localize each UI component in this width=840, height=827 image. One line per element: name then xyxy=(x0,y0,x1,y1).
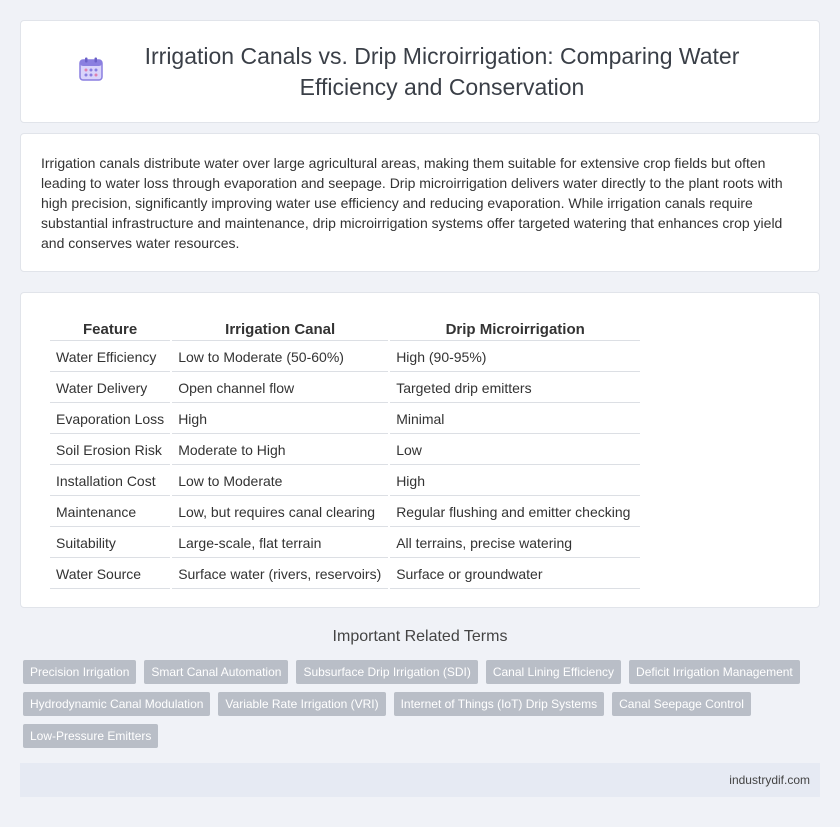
table-row xyxy=(50,560,640,589)
table-cell: Water Efficiency xyxy=(50,343,170,372)
table-row xyxy=(50,343,640,372)
table-cell: High (90-95%) xyxy=(390,343,640,372)
footer xyxy=(20,763,820,797)
comparison-card xyxy=(20,292,820,608)
table-cell: Suitability xyxy=(50,529,170,558)
table-cell: Low xyxy=(390,436,640,465)
table-cell: Evaporation Loss xyxy=(50,405,170,434)
term-tag[interactable]: Deficit Irrigation Management xyxy=(629,660,800,684)
table-cell: High xyxy=(172,405,388,434)
title-card xyxy=(20,20,820,123)
table-row xyxy=(50,529,640,558)
term-tag[interactable]: Variable Rate Irrigation (VRI) xyxy=(218,692,385,716)
table-cell: Low to Moderate (50-60%) xyxy=(172,343,388,372)
table-cell: High xyxy=(390,467,640,496)
term-tag[interactable]: Smart Canal Automation xyxy=(144,660,288,684)
term-tag[interactable]: Low-Pressure Emitters xyxy=(23,724,158,748)
table-cell: Maintenance xyxy=(50,498,170,527)
table-cell: Low to Moderate xyxy=(172,467,388,496)
intro-card xyxy=(20,133,820,272)
table-cell: Moderate to High xyxy=(172,436,388,465)
table-cell: Surface or groundwater xyxy=(390,560,640,589)
column-header-feature: Feature xyxy=(50,313,170,341)
table-cell: Low, but requires canal clearing xyxy=(172,498,388,527)
table-row xyxy=(50,436,640,465)
table-cell: Regular flushing and emitter checking xyxy=(390,498,640,527)
table-cell: Targeted drip emitters xyxy=(390,374,640,403)
related-terms-list xyxy=(23,660,823,748)
table-cell: Water Source xyxy=(50,560,170,589)
table-row xyxy=(50,374,640,403)
column-header-drip-microirrigation: Drip Microirrigation xyxy=(390,313,640,341)
term-tag[interactable]: Subsurface Drip Irrigation (SDI) xyxy=(296,660,477,684)
footer-site-link[interactable]: industrydif.com xyxy=(729,773,810,787)
calendar-icon xyxy=(78,56,104,87)
table-row xyxy=(50,405,640,434)
comparison-table xyxy=(48,311,642,591)
term-tag[interactable]: Internet of Things (IoT) Drip Systems xyxy=(394,692,605,716)
term-tag[interactable]: Hydrodynamic Canal Modulation xyxy=(23,692,210,716)
page-title: Irrigation Canals vs. Drip Microirrigation: Comparing Water Efficiency and Conservation xyxy=(144,42,740,100)
related-terms-heading: Important Related Terms xyxy=(332,628,508,645)
table-cell: All terrains, precise watering xyxy=(390,529,640,558)
table-cell: Open channel flow xyxy=(172,374,388,403)
column-header-irrigation-canal: Irrigation Canal xyxy=(172,313,388,341)
table-cell: Minimal xyxy=(390,405,640,434)
table-cell: Large-scale, flat terrain xyxy=(172,529,388,558)
table-cell: Water Delivery xyxy=(50,374,170,403)
intro-paragraph: Irrigation canals distribute water over large agricultural areas, making them suitable for extensive crop fields but often leading to water loss through evaporation and seepage. Drip microirrigation delivers water directly to the plant roots with high precision, significantly improving water use efficiency and reducing evaporation. While irrigation canals require substantial infrastructure and maintenance, drip microirrigation systems offer targeted watering that enhances crop yield and conserves water resources. xyxy=(41,155,783,251)
table-cell: Installation Cost xyxy=(50,467,170,496)
term-tag[interactable]: Canal Seepage Control xyxy=(612,692,751,716)
term-tag[interactable]: Precision Irrigation xyxy=(23,660,136,684)
term-tag[interactable]: Canal Lining Efficiency xyxy=(486,660,621,684)
table-cell: Soil Erosion Risk xyxy=(50,436,170,465)
table-header-row xyxy=(50,313,640,341)
table-row xyxy=(50,467,640,496)
table-cell: Surface water (rivers, reservoirs) xyxy=(172,560,388,589)
table-row xyxy=(50,498,640,527)
